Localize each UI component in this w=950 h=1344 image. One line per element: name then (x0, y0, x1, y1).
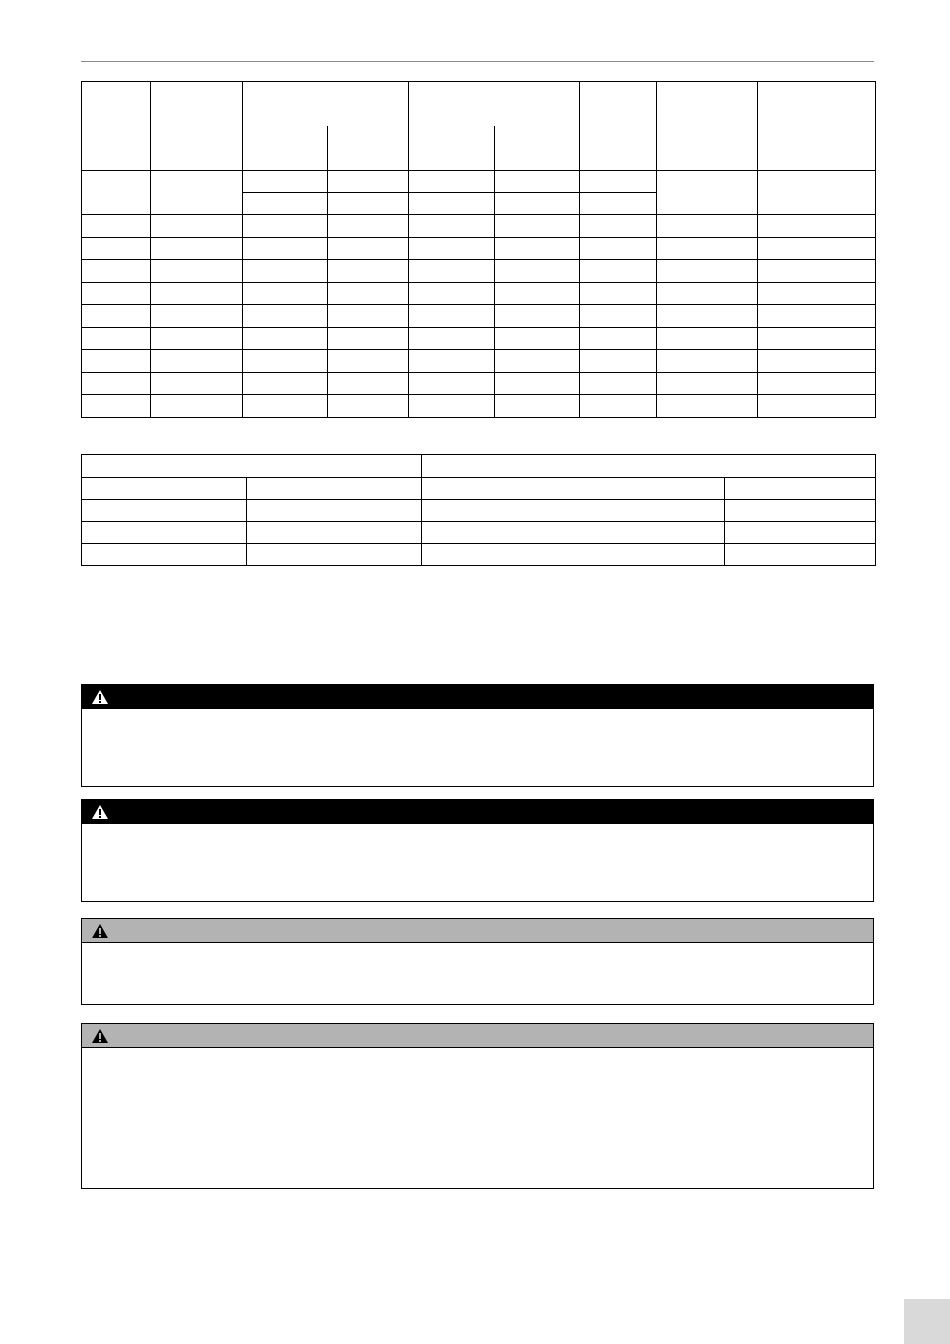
table-cell (580, 237, 657, 260)
table-cell (243, 237, 328, 260)
table-row (82, 215, 876, 238)
table-cell (495, 282, 580, 305)
header-cell (82, 455, 422, 478)
warning-body (82, 709, 873, 721)
table-cell (422, 500, 725, 522)
table-cell (580, 282, 657, 305)
unit-cell (495, 171, 580, 193)
unit-cell (328, 193, 409, 215)
table-cell (758, 395, 876, 418)
table-cell (82, 282, 151, 305)
table-header-row (82, 82, 876, 126)
table-cell (151, 260, 243, 283)
table-cell (243, 260, 328, 283)
table-row (82, 500, 876, 522)
table-row (82, 327, 876, 350)
table-cell (657, 260, 758, 283)
table-cell (580, 215, 657, 238)
table-cell (328, 282, 409, 305)
unit-cell (409, 193, 495, 215)
table-cell (243, 215, 328, 238)
table-cell (82, 500, 247, 522)
table-cell (422, 522, 725, 544)
table-cell (328, 237, 409, 260)
table-cell (82, 327, 151, 350)
table-cell (409, 282, 495, 305)
table-cell (422, 478, 725, 500)
table-cell (758, 305, 876, 328)
table-cell (725, 478, 876, 500)
header-group-cell (243, 82, 409, 126)
table-cell (725, 500, 876, 522)
table-cell (247, 500, 422, 522)
table-cell (580, 395, 657, 418)
table-cell (243, 305, 328, 328)
table-row (82, 395, 876, 418)
table-cell (151, 305, 243, 328)
table-cell (243, 350, 328, 373)
table-cell (82, 395, 151, 418)
unit-cell (82, 171, 151, 215)
table-cell (82, 215, 151, 238)
warning-header-bar (82, 800, 873, 824)
warning-header-bar (82, 685, 873, 709)
table-cell (495, 372, 580, 395)
unit-cell (328, 171, 409, 193)
header-cell (580, 82, 657, 171)
table-cell (657, 327, 758, 350)
table-cell (725, 522, 876, 544)
table-cell (409, 372, 495, 395)
table-cell (328, 305, 409, 328)
table-cell (657, 237, 758, 260)
table-cell (328, 215, 409, 238)
table-cell (243, 372, 328, 395)
table-cell (328, 260, 409, 283)
header-cell (151, 82, 243, 171)
warning-body (82, 824, 873, 836)
unit-cell (243, 171, 328, 193)
table-cell (495, 395, 580, 418)
table-cell (495, 237, 580, 260)
table-cell (495, 350, 580, 373)
table-cell (758, 282, 876, 305)
table-row (82, 478, 876, 500)
table-cell (495, 215, 580, 238)
table-cell (409, 215, 495, 238)
secondary-table (81, 454, 876, 566)
warning-triangle-icon (91, 1028, 109, 1044)
caution-box (81, 1023, 874, 1189)
warning-triangle-icon (91, 689, 109, 705)
table-cell (82, 544, 247, 566)
table-cell (328, 350, 409, 373)
table-cell (758, 372, 876, 395)
table-cell (580, 305, 657, 328)
table-cell (580, 350, 657, 373)
header-cell (657, 82, 758, 171)
table-cell (657, 350, 758, 373)
header-group-cell (409, 82, 580, 126)
header-cell (758, 82, 876, 171)
table-cell (151, 372, 243, 395)
table-cell (657, 215, 758, 238)
table-cell (243, 327, 328, 350)
table-cell (758, 350, 876, 373)
table-cell (328, 372, 409, 395)
unit-cell (495, 193, 580, 215)
table-cell (657, 395, 758, 418)
table-cell (82, 350, 151, 373)
table-header-row (82, 455, 876, 478)
unit-cell (243, 193, 328, 215)
table-cell (725, 544, 876, 566)
table-row (82, 522, 876, 544)
table-cell (151, 237, 243, 260)
table-cell (495, 305, 580, 328)
subheader-cell (495, 126, 580, 171)
caution-header-bar (82, 919, 873, 943)
table-cell (243, 282, 328, 305)
header-rule (81, 61, 874, 62)
table-cell (151, 327, 243, 350)
table-cell (328, 327, 409, 350)
table-cell (657, 305, 758, 328)
table-cell (247, 544, 422, 566)
unit-cell (151, 171, 243, 215)
table-cell (82, 237, 151, 260)
table-cell (758, 327, 876, 350)
table-cell (82, 478, 247, 500)
subheader-cell (243, 126, 328, 171)
table-cell (151, 215, 243, 238)
table-cell (82, 305, 151, 328)
table-row (82, 260, 876, 283)
warning-box (81, 684, 874, 787)
table-cell (328, 395, 409, 418)
subheader-cell (409, 126, 495, 171)
table-cell (409, 350, 495, 373)
page-number-tab (904, 1299, 950, 1344)
table-row (82, 544, 876, 566)
caution-header-bar (82, 1024, 873, 1048)
table-cell (247, 522, 422, 544)
table-cell (580, 372, 657, 395)
caution-body (82, 1048, 873, 1060)
warning-box (81, 799, 874, 902)
header-cell (82, 82, 151, 171)
table-cell (758, 260, 876, 283)
table-row (82, 305, 876, 328)
table-cell (409, 237, 495, 260)
table-cell (151, 350, 243, 373)
specification-table (81, 81, 876, 418)
unit-cell (580, 171, 657, 193)
unit-cell (409, 171, 495, 193)
table-cell (495, 260, 580, 283)
warning-triangle-icon (91, 923, 109, 939)
table-cell (151, 282, 243, 305)
table-cell (82, 260, 151, 283)
table-cell (151, 395, 243, 418)
table-row (82, 282, 876, 305)
unit-cell (758, 171, 876, 215)
warning-triangle-icon (91, 804, 109, 820)
table-cell (82, 522, 247, 544)
table-cell (758, 237, 876, 260)
table-row (82, 372, 876, 395)
table-cell (657, 282, 758, 305)
table-cell (243, 395, 328, 418)
unit-cell (657, 171, 758, 215)
table-row (82, 350, 876, 373)
table-cell (758, 215, 876, 238)
table-row (82, 237, 876, 260)
table-cell (247, 478, 422, 500)
table-cell (657, 372, 758, 395)
caution-box (81, 918, 874, 1005)
table-cell (580, 260, 657, 283)
table-cell (409, 395, 495, 418)
table-cell (422, 544, 725, 566)
table-cell (409, 305, 495, 328)
table-cell (409, 260, 495, 283)
table-cell (495, 327, 580, 350)
table-cell (580, 327, 657, 350)
header-cell (422, 455, 876, 478)
caution-body (82, 943, 873, 955)
table-cell (82, 372, 151, 395)
unit-cell (580, 193, 657, 215)
table-cell (409, 327, 495, 350)
table-unit-row (82, 171, 876, 193)
subheader-cell (328, 126, 409, 171)
